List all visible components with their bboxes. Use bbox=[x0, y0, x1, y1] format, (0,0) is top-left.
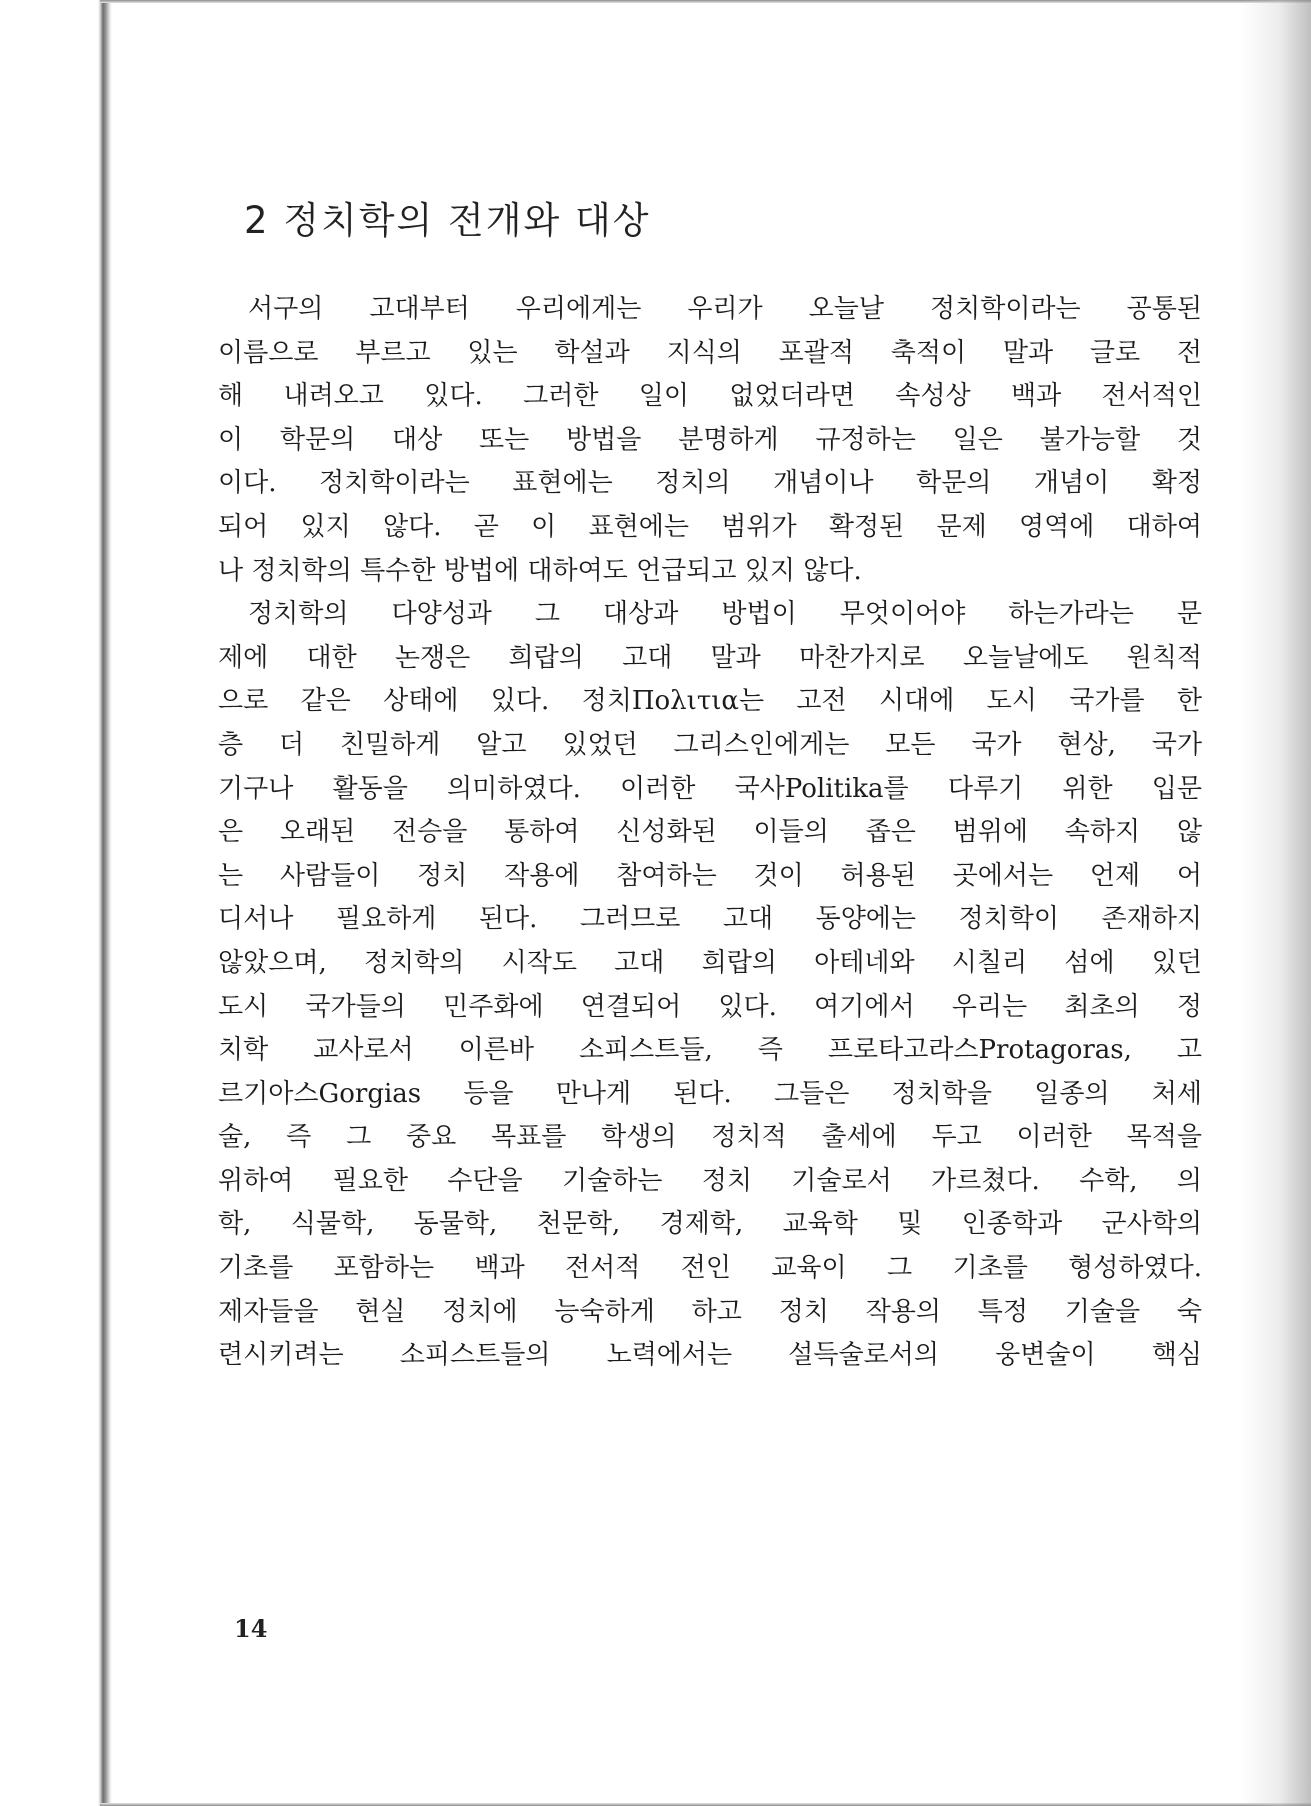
body-text bbox=[218, 288, 1202, 1378]
text-line: 는 사람들이 정치 작용에 참여하는 것이 허용된 곳에서는 언제 어 bbox=[218, 860, 1202, 891]
text-line: 련시키려는 소피스트들의 노력에서는 설득술로서의 웅변술이 핵심 bbox=[218, 1340, 1202, 1371]
text-line: 층 더 친밀하게 알고 있었던 그리스인에게는 모든 국가 현상, 국가 bbox=[218, 729, 1202, 760]
text-line: 되어 있지 않다. 곧 이 표현에는 범위가 확정된 문제 영역에 대하여 bbox=[218, 511, 1202, 542]
text-line: 않았으며, 정치학의 시작도 고대 희랍의 아테네와 시칠리 섬에 있던 bbox=[218, 947, 1202, 978]
chapter-title: 2 정치학의 전개와 대상 bbox=[244, 199, 651, 242]
text-line: 르기아스Gorgias 등을 만나게 된다. 그들은 정치학을 일종의 처세 bbox=[218, 1078, 1202, 1109]
page-number: 14 bbox=[234, 1614, 268, 1643]
text-line: 디서나 필요하게 된다. 그러므로 고대 동양에는 정치학이 존재하지 bbox=[218, 904, 1202, 935]
text-line: 으로 같은 상태에 있다. 정치Πολιτια는 고전 시대에 도시 국가를 한 bbox=[218, 686, 1202, 717]
text-line: 학, 식물학, 동물학, 천문학, 경제학, 교육학 및 인종학과 군사학의 bbox=[218, 1209, 1202, 1240]
text-line: 해 내려오고 있다. 그러한 일이 없었더라면 속성상 백과 전서적인 bbox=[218, 381, 1202, 412]
text-line: 제에 대한 논쟁은 희랍의 고대 말과 마찬가지로 오늘날에도 원칙적 bbox=[218, 642, 1202, 673]
text-line: 나 정치학의 특수한 방법에 대하여도 언급되고 있지 않다. bbox=[218, 555, 862, 586]
text-line: 정치학의 다양성과 그 대상과 방법이 무엇이어야 하는가라는 문 bbox=[248, 599, 1202, 630]
text-line: 기구나 활동을 의미하였다. 이러한 국사Politika를 다루기 위한 입문 bbox=[218, 773, 1202, 804]
text-line: 이 학문의 대상 또는 방법을 분명하게 규정하는 일은 불가능할 것 bbox=[218, 424, 1202, 455]
text-line: 치학 교사로서 이른바 소피스트들, 즉 프로타고라스Protagoras, 고 bbox=[218, 1035, 1202, 1066]
page-stack-edge bbox=[0, 0, 112, 1806]
text-line: 술, 즉 그 중요 목표를 학생의 정치적 출세에 두고 이러한 목적을 bbox=[218, 1122, 1202, 1153]
text-line: 이다. 정치학이라는 표현에는 정치의 개념이나 학문의 개념이 확정 bbox=[218, 468, 1202, 499]
text-line: 서구의 고대부터 우리에게는 우리가 오늘날 정치학이라는 공통된 bbox=[248, 294, 1202, 324]
text-line: 위하여 필요한 수단을 기술하는 정치 기술로서 가르쳤다. 수학, 의 bbox=[218, 1165, 1202, 1196]
text-line: 제자들을 현실 정치에 능숙하게 하고 정치 작용의 특정 기술을 숙 bbox=[218, 1296, 1202, 1327]
text-line: 기초를 포함하는 백과 전서적 전인 교육이 그 기초를 형성하였다. bbox=[218, 1253, 1202, 1284]
text-line: 은 오래된 전승을 통하여 신성화된 이들의 좁은 범위에 속하지 않 bbox=[218, 817, 1202, 848]
text-line: 이름으로 부르고 있는 학설과 지식의 포괄적 축적이 말과 글로 전 bbox=[218, 337, 1202, 368]
text-line: 도시 국가들의 민주화에 연결되어 있다. 여기에서 우리는 최초의 정 bbox=[218, 991, 1202, 1022]
page-content bbox=[112, 0, 1262, 1806]
